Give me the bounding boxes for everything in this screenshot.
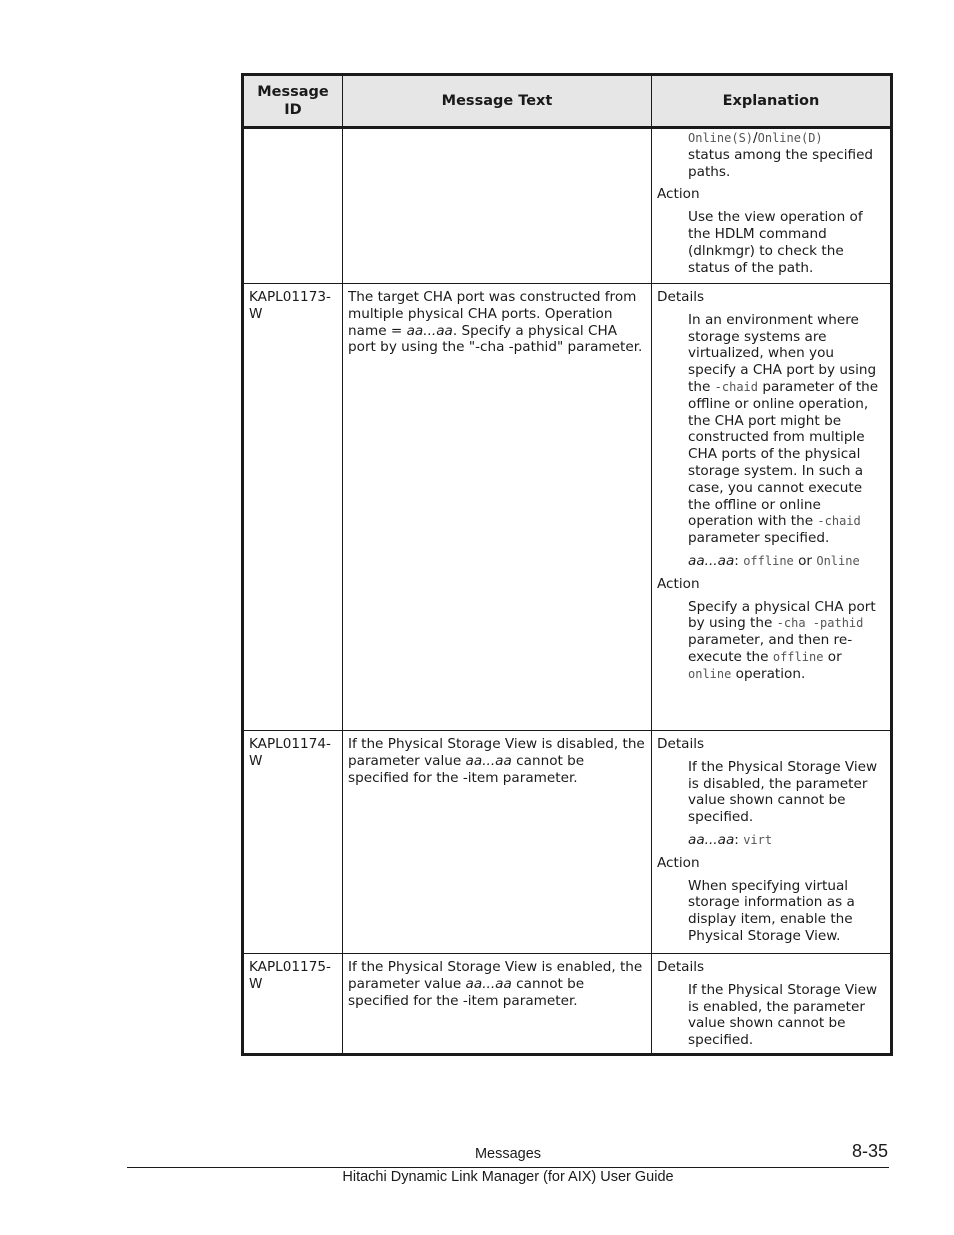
- header-message-id: Message ID: [243, 75, 343, 128]
- cell-message-id: KAPL01175-W: [243, 954, 343, 1055]
- variable-name: aa...aa: [688, 831, 735, 848]
- cell-explanation: [652, 954, 892, 1055]
- variable-definition: [688, 832, 886, 849]
- message-text-variable: aa...aa: [465, 975, 512, 992]
- action-cha-pathid-param: -cha -pathid: [776, 616, 864, 631]
- cell-message-id: KAPL01173-W: [243, 284, 343, 731]
- details-part: parameter of the offline or online operation, the CHA port might be constructed from multiple CHA ports of the physical storage system. In such a case, you cannot execute the offline or online operation with the: [688, 378, 879, 530]
- variable-colon: :: [734, 552, 744, 569]
- continued-status-paragraph: [688, 130, 886, 180]
- header-message-text: Message Text: [343, 75, 652, 128]
- message-text-part: cannot be specified for the -item parameter.: [348, 975, 585, 1009]
- variable-value-virt: virt: [743, 832, 773, 847]
- footer-divider: [127, 1167, 889, 1168]
- cell-message-text: [343, 731, 652, 954]
- details-label: Details: [657, 736, 705, 752]
- status-online-s: Online(S): [688, 131, 754, 145]
- message-text-part: If the Physical Storage View is disabled, the parameter value: [348, 736, 645, 769]
- details-text: [688, 312, 886, 547]
- variable-definition: [688, 553, 886, 570]
- action-text: Use the view operation of the HDLM command (dlnkmgr) to check the status of the path.: [688, 209, 863, 276]
- action-or: or: [823, 648, 842, 665]
- details-chaid-param: -chaid: [714, 379, 758, 394]
- variable-name: aa...aa: [688, 552, 735, 569]
- cell-message-id: KAPL01174-W: [243, 731, 343, 954]
- action-part: operation.: [731, 665, 806, 682]
- cell-text-empty: [343, 128, 652, 284]
- message-text-part: If the Physical Storage View is enabled, the parameter value: [348, 959, 643, 992]
- cell-message-text: [343, 284, 652, 731]
- variable-or: or: [793, 552, 817, 569]
- details-chaid-param: -chaid: [817, 514, 861, 529]
- message-text-variable: aa...aa: [465, 752, 512, 769]
- table-row: [243, 731, 892, 954]
- action-part: Specify a physical CHA port by using the: [688, 598, 876, 632]
- footer-section-name: Messages: [474, 1146, 542, 1162]
- details-label: Details: [657, 959, 705, 975]
- variable-colon: :: [734, 831, 744, 848]
- cell-explanation: [652, 284, 892, 731]
- status-slash: /: [753, 130, 758, 146]
- message-text-part: . Specify a physical CHA port by using the "-cha -pathid" parameter.: [348, 322, 643, 356]
- table-header-row: [243, 75, 892, 128]
- action-online-op: online: [688, 666, 732, 681]
- table-row: [243, 284, 892, 731]
- cell-message-text: [343, 954, 652, 1055]
- action-text: When specifying virtual storage information as a display item, enable the Physical Storage View.: [688, 877, 855, 944]
- action-offline-op: offline: [772, 649, 824, 664]
- status-text: status among the specified paths.: [688, 146, 874, 180]
- page-number: 8-35: [851, 1141, 888, 1161]
- variable-value-online: Online: [816, 553, 860, 568]
- action-label: Action: [657, 186, 700, 203]
- message-text-part: cannot be specified for the -item parameter.: [348, 752, 585, 786]
- details-text: If the Physical Storage View is enabled, the parameter value shown cannot be specified.: [688, 981, 878, 1049]
- action-part: parameter, and then re-execute the: [688, 632, 853, 665]
- action-text: [688, 599, 886, 683]
- cell-explanation: [652, 731, 892, 954]
- details-text: If the Physical Storage View is disabled, the parameter value shown cannot be specified.: [688, 758, 878, 826]
- action-label: Action: [657, 575, 700, 592]
- cell-explanation: [652, 128, 892, 284]
- table-row: [243, 954, 892, 1055]
- header-explanation: Explanation: [652, 75, 892, 128]
- details-part: parameter specified.: [688, 530, 830, 547]
- messages-table: [241, 73, 893, 1056]
- table-row-continued: [243, 128, 892, 284]
- message-text-part: The target CHA port was constructed from multiple physical CHA ports. Operation name =: [348, 289, 637, 339]
- footer-document-title: Hitachi Dynamic Link Manager (for AIX) User Guide: [342, 1169, 674, 1185]
- details-part: In an environment where storage systems are virtualized, when you specify a CHA port by using the: [688, 311, 877, 395]
- message-text-variable: aa...aa: [406, 322, 453, 339]
- action-label: Action: [657, 854, 700, 871]
- status-online-d: Online(D): [757, 131, 823, 145]
- cell-id-empty: [243, 128, 343, 284]
- variable-value-offline: offline: [743, 553, 794, 568]
- details-label: Details: [657, 289, 705, 305]
